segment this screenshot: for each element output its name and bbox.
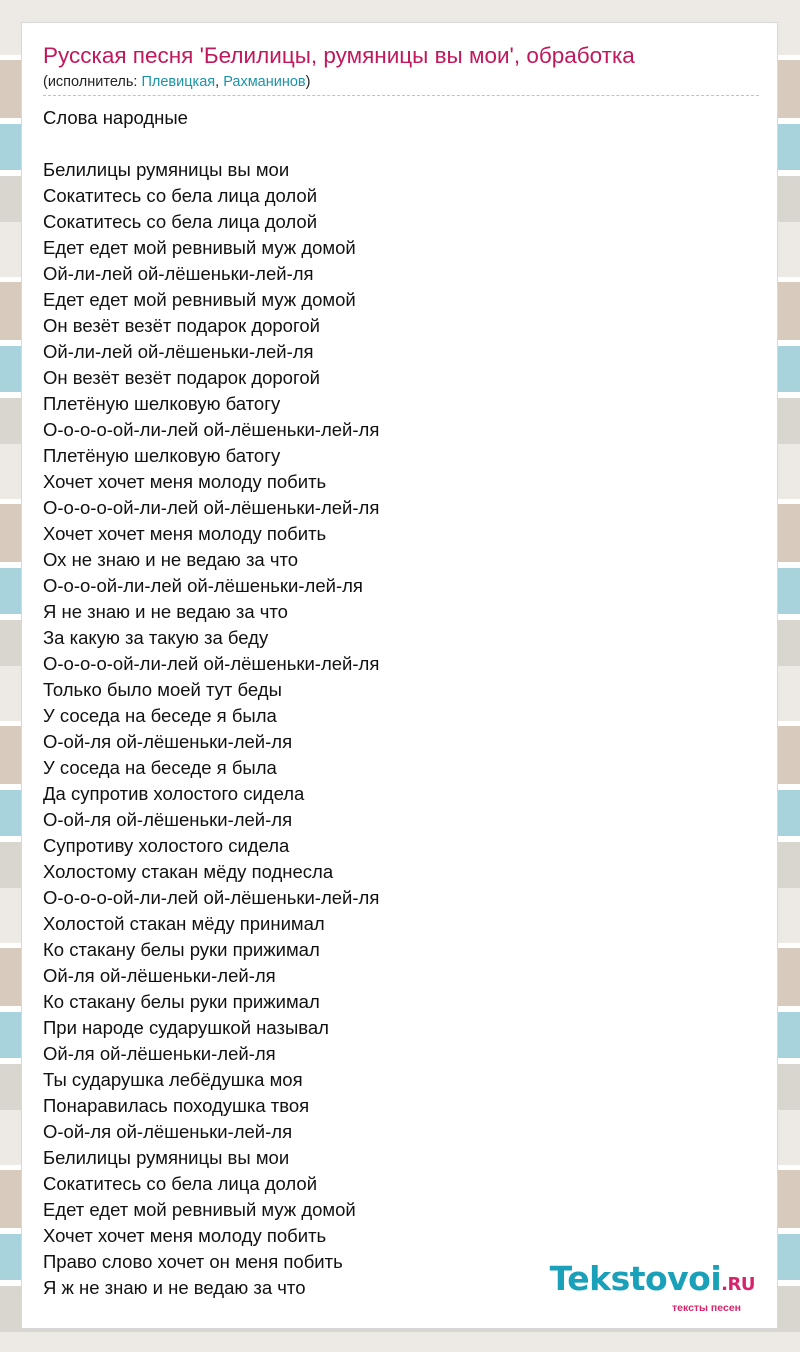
lyrics-line: Я не знаю и не ведаю за что: [43, 601, 288, 622]
lyrics-line: У соседа на беседе я была: [43, 705, 277, 726]
performer-prefix: (исполнитель:: [43, 74, 142, 90]
lyrics-line: Ой-ля ой-лёшеньки-лей-ля: [43, 1043, 276, 1064]
lyrics-line: О-о-о-о-ой-ли-лей ой-лёшеньки-лей-ля: [43, 887, 380, 908]
lyrics-line: Сокатитесь со бела лица долой: [43, 1173, 318, 1194]
lyrics-line: У соседа на беседе я была: [43, 757, 277, 778]
lyrics-line: Сокатитесь со бела лица долой: [43, 185, 318, 206]
performer-suffix: ): [305, 74, 311, 90]
logo-tagline: тексты песен: [671, 1302, 741, 1314]
lyrics-line: Он везёт везёт подарок дорогой: [43, 315, 320, 336]
lyrics-line: Ко стакану белы руки прижимал: [43, 939, 320, 960]
lyrics-line: Ой-ля ой-лёшеньки-лей-ля: [43, 965, 276, 986]
lyrics-line: Ой-ли-лей ой-лёшеньки-лей-ля: [43, 341, 314, 362]
lyrics-line: О-о-о-о-ой-ли-лей ой-лёшеньки-лей-ля: [43, 419, 380, 440]
lyrics-line: Ко стакану белы руки прижимал: [43, 991, 320, 1012]
logo-tld: .RU: [721, 1274, 755, 1295]
lyrics-text: [43, 105, 743, 1301]
lyrics-line: Ой-ли-лей ой-лёшеньки-лей-ля: [43, 263, 314, 284]
lyrics-line: О-ой-ля ой-лёшеньки-лей-ля: [43, 809, 293, 830]
lyrics-line: Ох не знаю и не ведаю за что: [43, 549, 299, 570]
lyrics-line: Едет едет мой ревнивый муж домой: [43, 1199, 356, 1220]
lyrics-intro: Слова народные: [43, 107, 188, 128]
lyrics-line: Я ж не знаю и не ведаю за что: [43, 1277, 306, 1298]
lyrics-line: Он везёт везёт подарок дорогой: [43, 367, 320, 388]
site-logo[interactable]: [545, 1259, 755, 1314]
artist-link-rachmaninov[interactable]: Рахманинов: [223, 74, 306, 90]
lyrics-line: Да супротив холостого сидела: [43, 783, 305, 804]
lyrics-line: Едет едет мой ревнивый муж домой: [43, 237, 356, 258]
page-title: Русская песня 'Белилицы, румяницы вы мои', обработка: [43, 43, 635, 68]
lyrics-line: О-о-о-ой-ли-лей ой-лёшеньки-лей-ля: [43, 575, 363, 596]
lyrics-line: За какую за такую за беду: [43, 627, 269, 648]
lyrics-line: О-ой-ля ой-лёшеньки-лей-ля: [43, 1121, 293, 1142]
performer-line: [43, 74, 759, 96]
artist-link-plevitskaya[interactable]: Плевицкая: [141, 74, 216, 90]
logo-wordmark: [545, 1259, 755, 1302]
lyrics-line: Только было моей тут беды: [43, 679, 282, 700]
lyrics-line: Белилицы румяницы вы мои: [43, 1147, 290, 1168]
lyrics-line: Холостому стакан мёду поднесла: [43, 861, 334, 882]
lyrics-line: Белилицы румяницы вы мои: [43, 159, 290, 180]
lyrics-line: Хочет хочет меня молоду побить: [43, 1225, 327, 1246]
lyrics-line: Хочет хочет меня молоду побить: [43, 523, 327, 544]
lyrics-line: Плетёную шелковую батогу: [43, 393, 281, 414]
artist-separator: ,: [215, 74, 224, 90]
lyrics-line: О-о-о-о-ой-ли-лей ой-лёшеньки-лей-ля: [43, 653, 380, 674]
lyrics-line: Понаравилась походушка твоя: [43, 1095, 310, 1116]
lyrics-line: При народе сударушкой называл: [43, 1017, 329, 1038]
lyrics-line: Супротиву холостого сидела: [43, 835, 290, 856]
lyrics-line: Холостой стакан мёду принимал: [43, 913, 325, 934]
lyrics-line: Плетёную шелковую батогу: [43, 445, 281, 466]
lyrics-card: [21, 22, 778, 1329]
lyrics-line: Право слово хочет он меня побить: [43, 1251, 343, 1272]
lyrics-line: О-о-о-о-ой-ли-лей ой-лёшеньки-лей-ля: [43, 497, 380, 518]
stanza-gap: [43, 131, 743, 157]
logo-name: Tekstovoi: [549, 1259, 722, 1298]
lyrics-line: О-ой-ля ой-лёшеньки-лей-ля: [43, 731, 293, 752]
lyrics-line: Ты сударушка лебёдушка моя: [43, 1069, 303, 1090]
lyrics-line: Едет едет мой ревнивый муж домой: [43, 289, 356, 310]
lyrics-line: Хочет хочет меня молоду побить: [43, 471, 327, 492]
lyrics-lines: [43, 157, 743, 1301]
lyrics-line: Сокатитесь со бела лица долой: [43, 211, 318, 232]
